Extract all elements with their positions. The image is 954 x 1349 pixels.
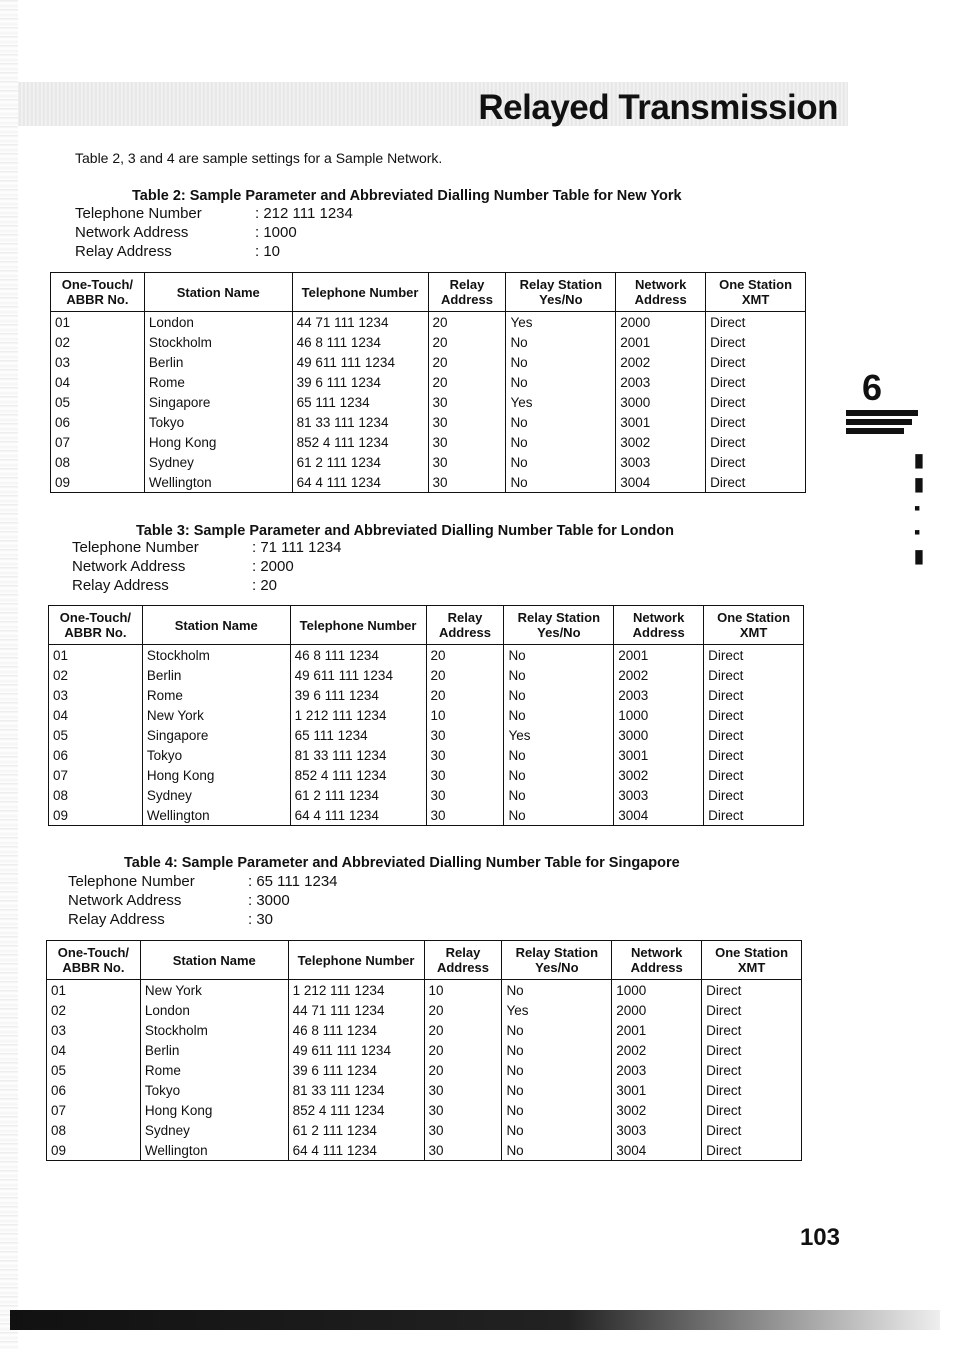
- telephone-cell: 852 4 111 1234: [292, 432, 428, 452]
- one-station-cell: Direct: [702, 1060, 802, 1080]
- table-row: [49, 645, 804, 666]
- abbr-no-cell: 02: [47, 1000, 141, 1020]
- telephone-cell: 64 4 111 1234: [288, 1140, 424, 1161]
- relay-station-cell: No: [502, 1060, 612, 1080]
- abbr-no-cell: 02: [51, 332, 145, 352]
- relay-station-cell: No: [502, 1040, 612, 1060]
- table-2-title: Table 2: Sample Parameter and Abbreviated Dialling Number Table for New York: [132, 188, 682, 204]
- column-header-relay-address: Relay Address: [428, 273, 506, 312]
- network-address-cell: 2000: [612, 1000, 702, 1020]
- station-name-cell: Rome: [142, 685, 290, 705]
- relay-station-cell: No: [504, 705, 614, 725]
- relay-address-cell: 30: [424, 1140, 502, 1161]
- relay-station-cell: No: [506, 352, 616, 372]
- relay-station-cell: No: [504, 665, 614, 685]
- page-title: Relayed Transmission: [478, 88, 838, 127]
- station-name-cell: Tokyo: [142, 745, 290, 765]
- param-relay: Relay Address : 30: [68, 911, 274, 928]
- table-row: [49, 685, 804, 705]
- relay-address-cell: 30: [428, 452, 506, 472]
- network-address-cell: 3001: [616, 412, 706, 432]
- station-name-cell: Berlin: [142, 665, 290, 685]
- relay-station-cell: No: [502, 1100, 612, 1120]
- relay-address-cell: 20: [424, 1060, 502, 1080]
- abbr-no-cell: 03: [49, 685, 143, 705]
- relay-address-cell: 30: [426, 745, 504, 765]
- abbr-no-cell: 09: [51, 472, 145, 493]
- relay-address-cell: 20: [428, 352, 506, 372]
- telephone-cell: 46 8 111 1234: [288, 1020, 424, 1040]
- table-row: [51, 432, 806, 452]
- one-station-cell: Direct: [704, 745, 804, 765]
- footer-bar: [10, 1310, 940, 1330]
- telephone-cell: 44 71 111 1234: [288, 1000, 424, 1020]
- abbr-no-cell: 04: [49, 705, 143, 725]
- station-name-cell: Hong Kong: [142, 765, 290, 785]
- one-station-cell: Direct: [704, 665, 804, 685]
- network-address-cell: 2000: [616, 312, 706, 333]
- relay-station-cell: No: [506, 452, 616, 472]
- network-address-cell: 3001: [614, 745, 704, 765]
- network-address-cell: 3003: [612, 1120, 702, 1140]
- table-row: [51, 352, 806, 372]
- param-network: Network Address : 3000: [68, 892, 290, 909]
- thumb-index-marks: ▮ ▮ ▪ ▪ ▮: [914, 450, 924, 566]
- chapter-tab-bars: [846, 410, 918, 437]
- station-name-cell: Singapore: [144, 392, 292, 412]
- abbr-no-cell: 08: [49, 785, 143, 805]
- station-name-cell: Tokyo: [140, 1080, 288, 1100]
- one-station-cell: Direct: [702, 1020, 802, 1040]
- tab-bar: [846, 410, 918, 416]
- one-station-cell: Direct: [706, 312, 806, 333]
- abbr-no-cell: 09: [49, 805, 143, 826]
- relay-address-cell: 20: [426, 645, 504, 666]
- one-station-cell: Direct: [704, 645, 804, 666]
- column-header-network-address: Network Address: [616, 273, 706, 312]
- telephone-cell: 81 33 111 1234: [288, 1080, 424, 1100]
- one-station-cell: Direct: [704, 705, 804, 725]
- table-row: [49, 725, 804, 745]
- abbr-no-cell: 07: [49, 765, 143, 785]
- telephone-cell: 81 33 111 1234: [292, 412, 428, 432]
- one-station-cell: Direct: [702, 1080, 802, 1100]
- one-station-cell: Direct: [704, 785, 804, 805]
- telephone-cell: 65 111 1234: [290, 725, 426, 745]
- telephone-cell: 61 2 111 1234: [292, 452, 428, 472]
- one-station-cell: Direct: [702, 1120, 802, 1140]
- table-row: [49, 665, 804, 685]
- abbr-no-cell: 01: [47, 980, 141, 1001]
- relay-station-cell: No: [502, 1020, 612, 1040]
- relay-address-cell: 30: [424, 1120, 502, 1140]
- relay-address-cell: 30: [426, 765, 504, 785]
- station-name-cell: Wellington: [144, 472, 292, 493]
- abbr-no-cell: 01: [51, 312, 145, 333]
- one-station-cell: Direct: [706, 472, 806, 493]
- relay-address-cell: 30: [426, 785, 504, 805]
- relay-station-cell: No: [506, 472, 616, 493]
- station-name-cell: Singapore: [142, 725, 290, 745]
- one-station-cell: Direct: [704, 765, 804, 785]
- relay-station-cell: No: [504, 785, 614, 805]
- relay-address-cell: 10: [424, 980, 502, 1001]
- table-row: [49, 805, 804, 826]
- table-4-title: Table 4: Sample Parameter and Abbreviated Dialling Number Table for Singapore: [124, 855, 680, 871]
- relay-station-cell: No: [504, 645, 614, 666]
- network-address-cell: 2002: [614, 665, 704, 685]
- telephone-cell: 81 33 111 1234: [290, 745, 426, 765]
- relay-station-cell: No: [504, 765, 614, 785]
- table-row: [49, 765, 804, 785]
- param-network: Network Address : 2000: [72, 558, 294, 575]
- network-address-cell: 3000: [614, 725, 704, 745]
- tab-bar: [846, 419, 912, 425]
- network-address-cell: 1000: [614, 705, 704, 725]
- relay-address-cell: 30: [428, 392, 506, 412]
- network-address-cell: 2002: [612, 1040, 702, 1060]
- one-station-cell: Direct: [702, 1000, 802, 1020]
- table-4-params: [68, 872, 338, 929]
- one-station-cell: Direct: [704, 805, 804, 826]
- relay-address-cell: 20: [424, 1000, 502, 1020]
- column-header-telephone: Telephone Number: [288, 941, 424, 980]
- table-row: [51, 412, 806, 432]
- relay-station-cell: No: [504, 805, 614, 826]
- abbr-no-cell: 04: [51, 372, 145, 392]
- data-table: [50, 272, 806, 493]
- one-station-cell: Direct: [706, 392, 806, 412]
- telephone-cell: 65 111 1234: [292, 392, 428, 412]
- telephone-cell: 44 71 111 1234: [292, 312, 428, 333]
- column-header-relay-station: Relay Station Yes/No: [506, 273, 616, 312]
- abbr-no-cell: 01: [49, 645, 143, 666]
- relay-station-cell: No: [504, 685, 614, 705]
- table-3-title: Table 3: Sample Parameter and Abbreviated Dialling Number Table for London: [136, 523, 674, 539]
- one-station-cell: Direct: [702, 1100, 802, 1120]
- station-name-cell: Stockholm: [142, 645, 290, 666]
- relay-address-cell: 20: [424, 1040, 502, 1060]
- abbr-no-cell: 03: [51, 352, 145, 372]
- network-address-cell: 2003: [612, 1060, 702, 1080]
- column-header-relay-address: Relay Address: [424, 941, 502, 980]
- station-name-cell: Berlin: [144, 352, 292, 372]
- station-name-cell: Rome: [140, 1060, 288, 1080]
- relay-station-cell: No: [506, 432, 616, 452]
- table-row: [47, 1020, 802, 1040]
- abbr-no-cell: 03: [47, 1020, 141, 1040]
- telephone-cell: 39 6 111 1234: [292, 372, 428, 392]
- scan-edge: [0, 0, 18, 1349]
- telephone-cell: 61 2 111 1234: [290, 785, 426, 805]
- table-row: [49, 785, 804, 805]
- relay-station-cell: Yes: [506, 312, 616, 333]
- station-name-cell: Sydney: [140, 1120, 288, 1140]
- telephone-cell: 64 4 111 1234: [290, 805, 426, 826]
- table-3-params: [72, 538, 342, 595]
- table-2-params: [75, 204, 353, 261]
- network-address-cell: 3003: [614, 785, 704, 805]
- network-address-cell: 3002: [612, 1100, 702, 1120]
- table-row: [51, 372, 806, 392]
- relay-address-cell: 30: [428, 432, 506, 452]
- telephone-cell: 61 2 111 1234: [288, 1120, 424, 1140]
- network-address-cell: 2001: [616, 332, 706, 352]
- station-name-cell: New York: [142, 705, 290, 725]
- table-row: [49, 745, 804, 765]
- one-station-cell: Direct: [706, 452, 806, 472]
- table-row: [51, 332, 806, 352]
- page-number: 103: [799, 1224, 840, 1251]
- telephone-cell: 39 6 111 1234: [290, 685, 426, 705]
- relay-station-cell: No: [506, 412, 616, 432]
- network-address-cell: 3002: [616, 432, 706, 452]
- station-name-cell: Wellington: [142, 805, 290, 826]
- param-network: Network Address : 1000: [75, 224, 297, 241]
- telephone-cell: 64 4 111 1234: [292, 472, 428, 493]
- table-row: [47, 1120, 802, 1140]
- table-row: [51, 312, 806, 333]
- network-address-cell: 3004: [614, 805, 704, 826]
- abbr-no-cell: 05: [51, 392, 145, 412]
- station-name-cell: New York: [140, 980, 288, 1001]
- network-address-cell: 2003: [616, 372, 706, 392]
- param-telephone: Telephone Number : 212 111 1234: [75, 205, 353, 222]
- table-row: [47, 1080, 802, 1100]
- column-header-relay-station: Relay Station Yes/No: [504, 606, 614, 645]
- abbr-no-cell: 08: [47, 1120, 141, 1140]
- table-header-row: [49, 606, 804, 645]
- table-row: [47, 1100, 802, 1120]
- network-address-cell: 2001: [612, 1020, 702, 1040]
- telephone-cell: 852 4 111 1234: [290, 765, 426, 785]
- network-address-cell: 3003: [616, 452, 706, 472]
- one-station-cell: Direct: [704, 725, 804, 745]
- table-header-row: [47, 941, 802, 980]
- column-header-relay-address: Relay Address: [426, 606, 504, 645]
- table-row: [51, 392, 806, 412]
- one-station-cell: Direct: [706, 352, 806, 372]
- table-row: [47, 1040, 802, 1060]
- relay-address-cell: 20: [428, 332, 506, 352]
- network-address-cell: 2003: [614, 685, 704, 705]
- relay-address-cell: 10: [426, 705, 504, 725]
- table-row: [49, 705, 804, 725]
- abbr-no-cell: 05: [49, 725, 143, 745]
- station-name-cell: Hong Kong: [144, 432, 292, 452]
- param-relay: Relay Address : 10: [75, 243, 281, 260]
- station-name-cell: Tokyo: [144, 412, 292, 432]
- telephone-cell: 46 8 111 1234: [292, 332, 428, 352]
- abbr-no-cell: 04: [47, 1040, 141, 1060]
- telephone-cell: 49 611 111 1234: [292, 352, 428, 372]
- abbr-no-cell: 02: [49, 665, 143, 685]
- network-address-cell: 2001: [614, 645, 704, 666]
- one-station-cell: Direct: [706, 372, 806, 392]
- station-name-cell: London: [140, 1000, 288, 1020]
- abbr-no-cell: 06: [51, 412, 145, 432]
- column-header-station-name: Station Name: [140, 941, 288, 980]
- station-name-cell: Sydney: [142, 785, 290, 805]
- telephone-cell: 49 611 111 1234: [290, 665, 426, 685]
- column-header-station-name: Station Name: [142, 606, 290, 645]
- station-name-cell: Stockholm: [140, 1020, 288, 1040]
- table-row: [51, 452, 806, 472]
- column-header-one-station: One Station XMT: [702, 941, 802, 980]
- abbr-no-cell: 06: [49, 745, 143, 765]
- telephone-cell: 39 6 111 1234: [288, 1060, 424, 1080]
- station-name-cell: Hong Kong: [140, 1100, 288, 1120]
- column-header-one-touch: One-Touch/ ABBR No.: [51, 273, 145, 312]
- telephone-cell: 852 4 111 1234: [288, 1100, 424, 1120]
- one-station-cell: Direct: [706, 432, 806, 452]
- relay-station-cell: Yes: [504, 725, 614, 745]
- column-header-one-station: One Station XMT: [706, 273, 806, 312]
- intro-text: Table 2, 3 and 4 are sample settings for a Sample Network.: [75, 150, 443, 166]
- station-name-cell: Sydney: [144, 452, 292, 472]
- param-telephone: Telephone Number : 65 111 1234: [68, 873, 338, 890]
- one-station-cell: Direct: [706, 412, 806, 432]
- relay-station-cell: No: [502, 1140, 612, 1161]
- relay-address-cell: 20: [428, 312, 506, 333]
- telephone-cell: 46 8 111 1234: [290, 645, 426, 666]
- table-row: [47, 1060, 802, 1080]
- network-address-cell: 3004: [616, 472, 706, 493]
- station-name-cell: Berlin: [140, 1040, 288, 1060]
- table-row: [47, 980, 802, 1001]
- network-address-cell: 2002: [616, 352, 706, 372]
- relay-station-cell: No: [502, 1080, 612, 1100]
- relay-address-cell: 20: [426, 685, 504, 705]
- relay-station-cell: No: [506, 332, 616, 352]
- one-station-cell: Direct: [702, 1140, 802, 1161]
- station-name-cell: Stockholm: [144, 332, 292, 352]
- network-address-cell: 3004: [612, 1140, 702, 1161]
- network-address-cell: 3001: [612, 1080, 702, 1100]
- relay-address-cell: 30: [428, 412, 506, 432]
- table-row: [47, 1140, 802, 1161]
- column-header-network-address: Network Address: [614, 606, 704, 645]
- column-header-relay-station: Relay Station Yes/No: [502, 941, 612, 980]
- column-header-station-name: Station Name: [144, 273, 292, 312]
- relay-station-cell: Yes: [506, 392, 616, 412]
- data-table: [46, 940, 802, 1161]
- station-name-cell: Wellington: [140, 1140, 288, 1161]
- relay-address-cell: 20: [426, 665, 504, 685]
- column-header-one-station: One Station XMT: [704, 606, 804, 645]
- column-header-one-touch: One-Touch/ ABBR No.: [49, 606, 143, 645]
- relay-address-cell: 30: [428, 472, 506, 493]
- column-header-network-address: Network Address: [612, 941, 702, 980]
- table-header-row: [51, 273, 806, 312]
- chapter-number: 6: [862, 367, 883, 408]
- one-station-cell: Direct: [702, 1040, 802, 1060]
- one-station-cell: Direct: [706, 332, 806, 352]
- station-name-cell: London: [144, 312, 292, 333]
- param-telephone: Telephone Number : 71 111 1234: [72, 539, 342, 556]
- relay-station-cell: No: [506, 372, 616, 392]
- abbr-no-cell: 09: [47, 1140, 141, 1161]
- relay-station-cell: No: [504, 745, 614, 765]
- one-station-cell: Direct: [702, 980, 802, 1001]
- relay-address-cell: 30: [424, 1100, 502, 1120]
- relay-address-cell: 20: [428, 372, 506, 392]
- telephone-cell: 1 212 111 1234: [290, 705, 426, 725]
- relay-address-cell: 30: [424, 1080, 502, 1100]
- relay-station-cell: Yes: [502, 1000, 612, 1020]
- table-row: [47, 1000, 802, 1020]
- abbr-no-cell: 05: [47, 1060, 141, 1080]
- abbr-no-cell: 06: [47, 1080, 141, 1100]
- network-address-cell: 1000: [612, 980, 702, 1001]
- relay-address-cell: 30: [426, 725, 504, 745]
- abbr-no-cell: 07: [51, 432, 145, 452]
- abbr-no-cell: 08: [51, 452, 145, 472]
- relay-address-cell: 30: [426, 805, 504, 826]
- abbr-no-cell: 07: [47, 1100, 141, 1120]
- telephone-cell: 1 212 111 1234: [288, 980, 424, 1001]
- network-address-cell: 3000: [616, 392, 706, 412]
- tab-bar: [846, 428, 904, 434]
- relay-station-cell: No: [502, 980, 612, 1001]
- column-header-telephone: Telephone Number: [290, 606, 426, 645]
- relay-address-cell: 20: [424, 1020, 502, 1040]
- network-address-cell: 3002: [614, 765, 704, 785]
- data-table: [48, 605, 804, 826]
- column-header-telephone: Telephone Number: [292, 273, 428, 312]
- station-name-cell: Rome: [144, 372, 292, 392]
- column-header-one-touch: One-Touch/ ABBR No.: [47, 941, 141, 980]
- param-relay: Relay Address : 20: [72, 577, 278, 594]
- table-row: [51, 472, 806, 493]
- telephone-cell: 49 611 111 1234: [288, 1040, 424, 1060]
- relay-station-cell: No: [502, 1120, 612, 1140]
- one-station-cell: Direct: [704, 685, 804, 705]
